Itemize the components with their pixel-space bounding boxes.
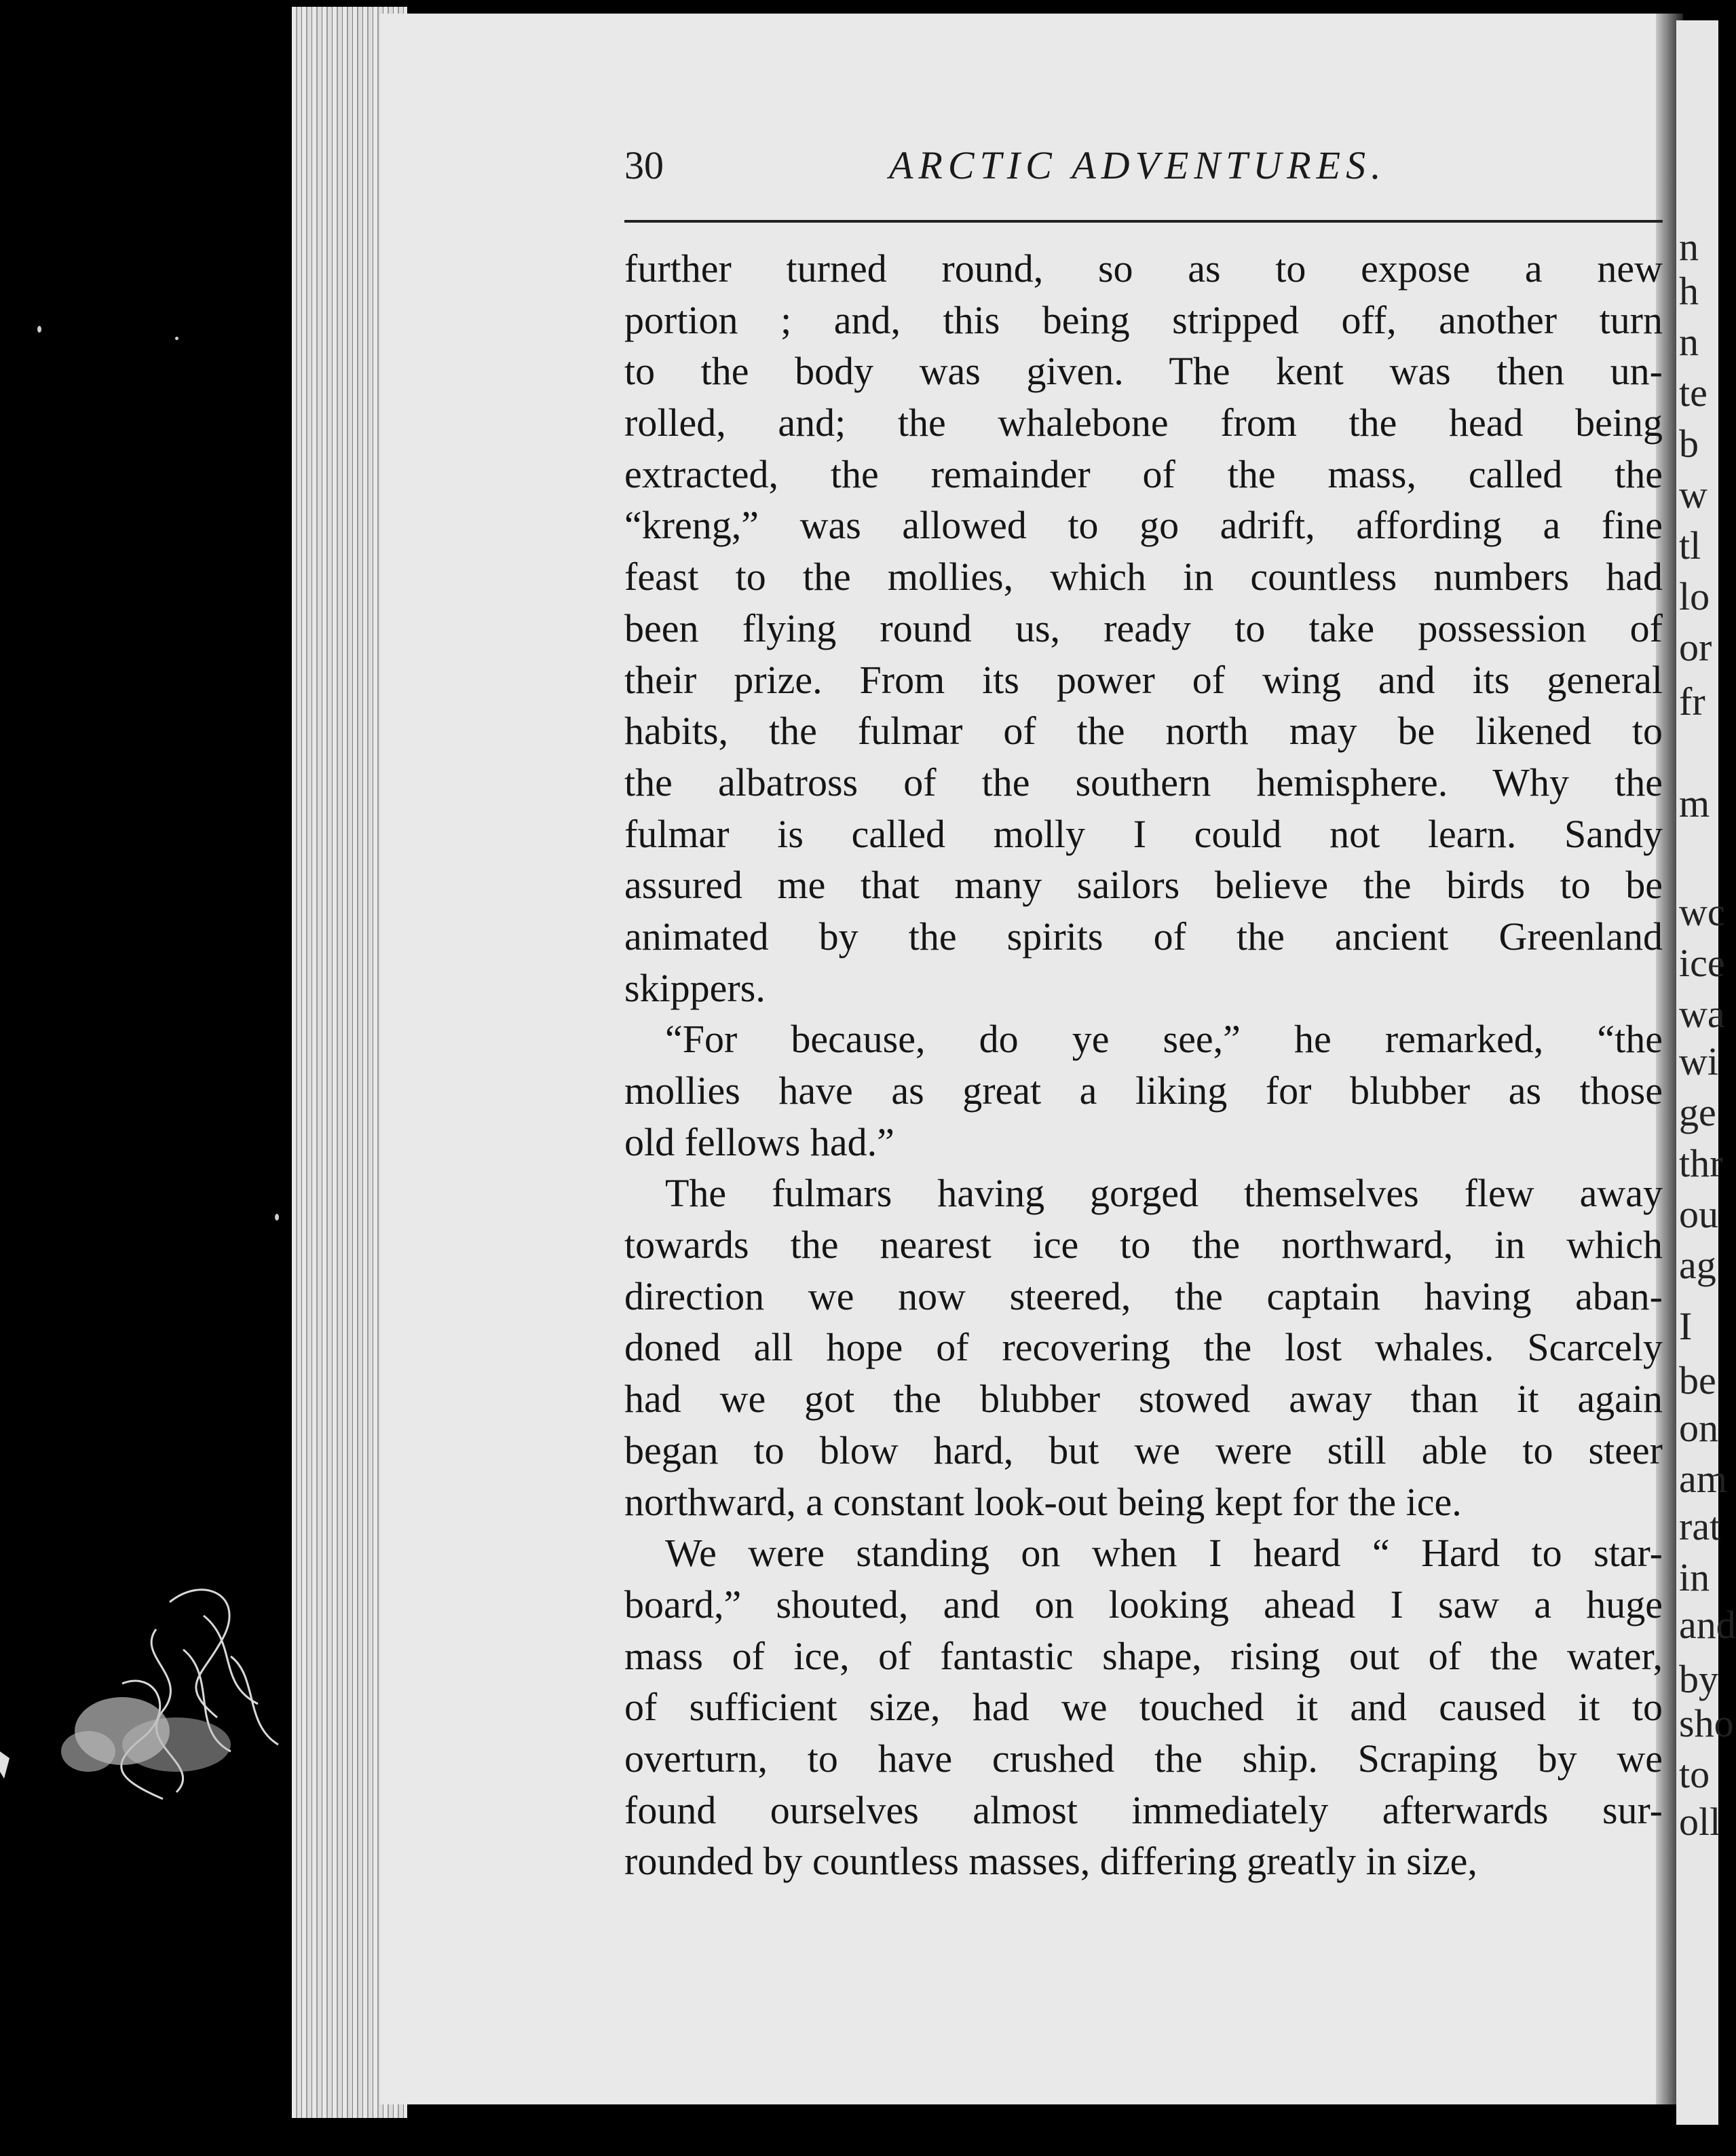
text-line: the albatross of the southern hemisphere. Why the [624, 760, 1663, 804]
text-line: doned all hope of recovering the lost whales. Scarcely [624, 1325, 1663, 1370]
text-line: old fellows had.” [624, 1119, 894, 1164]
text-line: feast to the mollies, which in countless numbers had [624, 555, 1663, 599]
facing-page-fragment: to [1679, 1752, 1710, 1796]
text-line: of sufficient size, had we touched it and caused it to [624, 1685, 1663, 1730]
running-title: ARCTIC ADVENTURES. [889, 143, 1386, 187]
text-line: direction we now steered, the captain having aban- [624, 1274, 1663, 1318]
text-line: “For because, do ye see,” he remarked, “the [665, 1017, 1663, 1062]
scan-speck [175, 337, 178, 340]
facing-page-fragment: tl [1679, 523, 1701, 568]
facing-page-fragment: m [1679, 781, 1710, 825]
facing-page-fragment: ice [1679, 941, 1725, 985]
facing-page-fragment: be [1679, 1358, 1716, 1402]
facing-page-fragment: fr [1679, 680, 1705, 724]
text-line: skippers. [624, 965, 766, 1010]
text-line: We were standing on when I heard “ Hard to star- [665, 1531, 1663, 1576]
text-line: fulmar is called molly I could not learn. Sandy [624, 811, 1663, 856]
text-line: board,” shouted, and on looking ahead I saw a huge [624, 1582, 1663, 1627]
text-line: towards the nearest ice to the northward, in which [624, 1223, 1663, 1267]
facing-page-fragment: w [1679, 472, 1707, 517]
facing-page-fragment: wc [1679, 890, 1725, 934]
facing-page-fragment: wi [1679, 1039, 1718, 1083]
facing-page-fragment: ge [1679, 1090, 1716, 1134]
facing-page-fragment: in [1679, 1555, 1710, 1599]
header-rule [624, 220, 1663, 223]
facing-page-fragment: by [1679, 1657, 1718, 1701]
text-line: their prize. From its power of wing and its general [624, 657, 1663, 702]
text-line: to the body was given. The kent was then un- [624, 349, 1663, 394]
facing-page-fragment: lo [1679, 574, 1710, 618]
text-line: overturn, to have crushed the ship. Scraping by we [624, 1736, 1663, 1781]
text-line: further turned round, so as to expose a new [624, 246, 1663, 291]
scan-debris-fibers [0, 1575, 299, 1819]
text-line: “kreng,” was allowed to go adrift, affording a fine [624, 503, 1663, 548]
text-line: habits, the fulmar of the north may be likened to [624, 709, 1663, 754]
scan-speck [275, 1214, 279, 1221]
text-line: mollies have as great a liking for blubber as those [624, 1068, 1663, 1113]
facing-page-fragment: h [1679, 269, 1699, 313]
facing-page-fragment: ag [1679, 1243, 1716, 1287]
facing-page-fragment: I [1679, 1304, 1693, 1348]
facing-page-fragment: b [1679, 422, 1699, 466]
facing-page-fragment: and [1679, 1603, 1736, 1647]
text-line: found ourselves almost immediately afterwards sur- [624, 1787, 1663, 1832]
text-line: rolled, and; the whalebone from the head being [624, 401, 1663, 445]
facing-page-fragment: sho [1679, 1701, 1734, 1745]
body-text [624, 243, 1663, 1887]
facing-page-fragment: te [1679, 371, 1707, 415]
text-line: The fulmars having gorged themselves flew away [665, 1171, 1663, 1216]
facing-page-fragment: or [1679, 625, 1712, 669]
facing-page-fragment: wa [1679, 992, 1725, 1036]
facing-page-fragment: on [1679, 1406, 1718, 1450]
text-line: northward, a constant look-out being kept for the ice. [624, 1479, 1462, 1524]
facing-page-fragment: rat [1679, 1504, 1721, 1548]
facing-page-fragment: am [1679, 1457, 1727, 1501]
text-line: portion ; and, this being stripped off, another turn [624, 297, 1663, 342]
facing-page-fragment: n [1679, 320, 1699, 364]
page-header [624, 143, 1663, 204]
text-line: been flying round us, ready to take possession of [624, 606, 1663, 650]
scan-speck [37, 326, 41, 333]
text-line: had we got the blubber stowed away than it again [624, 1377, 1663, 1421]
facing-page-fragment: thr [1679, 1141, 1723, 1185]
page-number: 30 [624, 143, 664, 187]
text-line: animated by the spirits of the ancient Greenland [624, 914, 1663, 959]
facing-page-fragment: oll [1679, 1800, 1721, 1844]
text-line: assured me that many sailors believe the birds to be [624, 863, 1663, 908]
text-line: rounded by countless masses, differing greatly in size, [624, 1839, 1477, 1884]
text-line: mass of ice, of fantastic shape, rising out of the water, [624, 1633, 1663, 1678]
facing-page-fragment: ou [1679, 1192, 1718, 1236]
facing-page-fragment: n [1679, 225, 1699, 269]
text-line: began to blow hard, but we were still able to steer [624, 1428, 1663, 1472]
text-line: extracted, the remainder of the mass, called the [624, 451, 1663, 496]
facing-page-strip [1676, 20, 1736, 2125]
